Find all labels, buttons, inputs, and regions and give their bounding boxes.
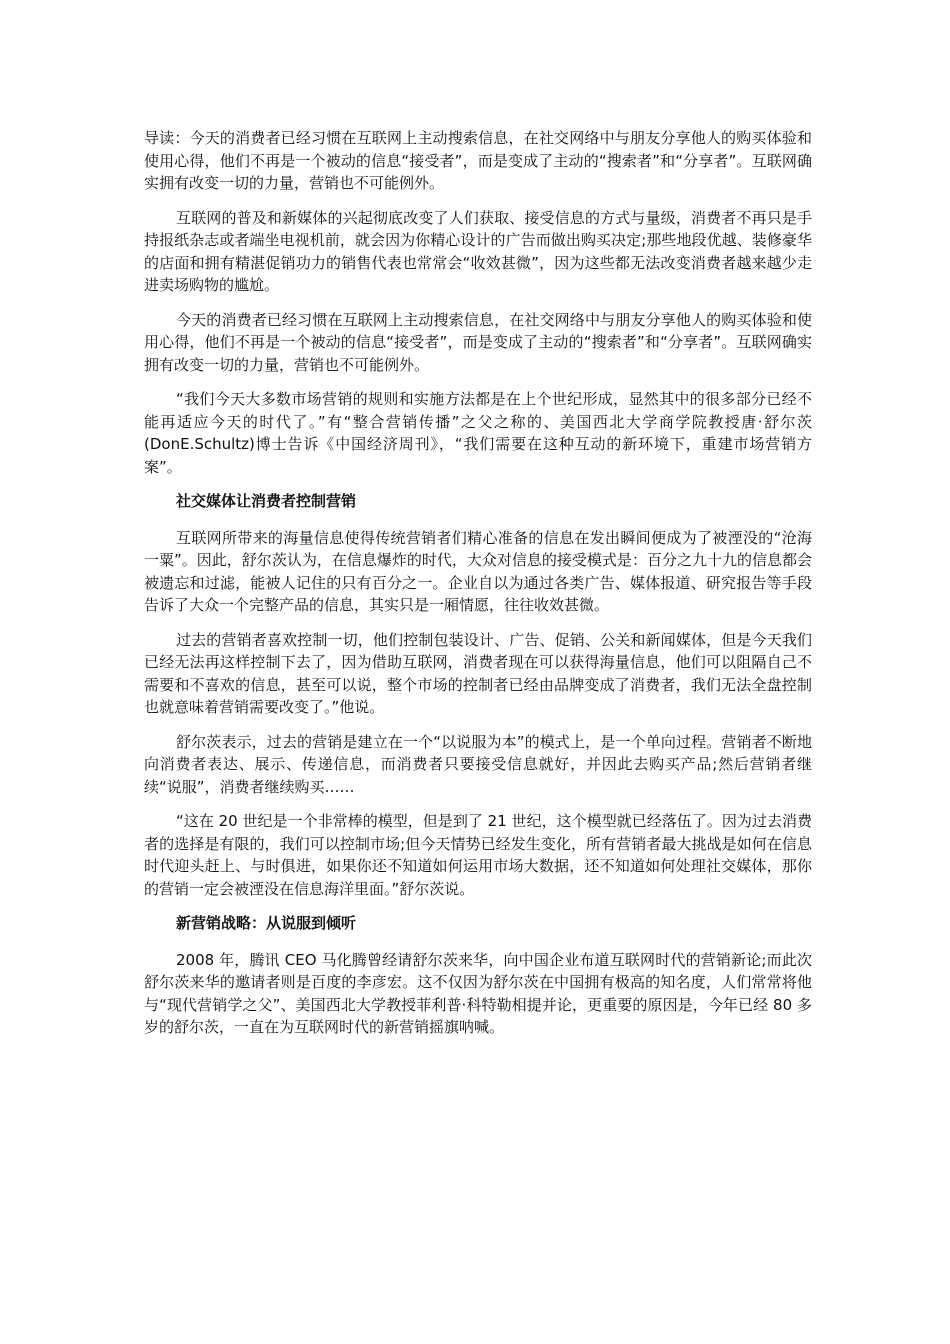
lead-paragraph: 导读：今天的消费者已经习惯在互联网上主动搜索信息，在社交网络中与朋友分享他人的购买体验和使用心得，他们不再是一个被动的信息“接受者”，而是变成了主动的“搜索者”和“分享者”。互联网确实拥有改变一切的力量，营销也不可能例外。 [144, 129, 812, 192]
body-paragraph-1: 互联网的普及和新媒体的兴起彻底改变了人们获取、接受信息的方式与量级，消费者不再只是手持报纸杂志或者端坐电视机前，就会因为你精心设计的广告而做出购买决定;那些地段优越、装修豪华的店面和拥有精湛促销功力的销售代表也常常会“收效甚微”，因为这些都无法改变消费者越来越少走进卖场购物的尴尬。 [144, 208, 812, 294]
body-paragraph-7: “这在 20 世纪是一个非常棒的模型，但是到了 21 世纪，这个模型就已经落伍了。因为过去消费者的选择是有限的，我们可以控制市场;但今天情势已经发生变化，所有营销者最大挑战是如何在信息时代迎头赶上、与时俱进，如果你还不知道如何运用市场大数据，还不知道如何处理社交媒体，那你的营销一定会被湮没在信息海洋里面。”舒尔茨说。 [144, 812, 812, 898]
section-heading-social-media: 社交媒体让消费者控制营销 [176, 492, 357, 510]
body-paragraph-3: “我们今天大多数市场营销的规则和实施方法都是在上个世纪形成，显然其中的很多部分已经不能再适应今天的时代了。”有“整合营销传播”之父之称的、美国西北大学商学院教授唐·舒尔茨(DonE.Schultz)博士告诉《中国经济周刊》，“我们需要在这种互动的新环境下，重建市场营销方案”。 [144, 390, 812, 476]
body-paragraph-8: 2008 年，腾讯 CEO 马化腾曾经请舒尔茨来华，向中国企业布道互联网时代的营销新论;而此次舒尔茨来华的邀请者则是百度的李彦宏。这不仅因为舒尔茨在中国拥有极高的知名度，人们常常将他与“现代营销学之父”、美国西北大学教授菲利普·科特勒相提并论，更重要的原因是，今年已经 80 多岁的舒尔茨，一直在为互联网时代的新营销摇旗呐喊。 [144, 950, 812, 1036]
body-paragraph-6: 舒尔茨表示，过去的营销是建立在一个“以说服为本”的模式上，是一个单向过程。营销者不断地向消费者表达、展示、传递信息，而消费者只要接受信息就好，并因此去购买产品;然后营销者继续“说服”，消费者继续购买…… [144, 732, 812, 796]
body-paragraph-5: 过去的营销者喜欢控制一切，他们控制包装设计、广告、促销、公关和新闻媒体，但是今天我们已经无法再这样控制下去了，因为借助互联网，消费者现在可以获得海量信息，他们可以阻隔自己不需要和不喜欢的信息，甚至可以说，整个市场的控制者已经由品牌变成了消费者，我们无法全盘控制也就意味着营销需要改变了。”他说。 [144, 630, 812, 716]
document-page [144, 127, 812, 1051]
body-paragraph-4: 互联网所带来的海量信息使得传统营销者们精心准备的信息在发出瞬间便成为了被湮没的“沧海一粟”。因此，舒尔茨认为，在信息爆炸的时代，大众对信息的接受模式是：百分之九十九的信息都会被遗忘和过滤，能被人记住的只有百分之一。企业自以为通过各类广告、媒体报道、研究报告等手段告诉了大众一个完整产品的信息，其实只是一厢情愿，往往收效甚微。 [144, 528, 812, 614]
body-paragraph-2: 今天的消费者已经习惯在互联网上主动搜索信息，在社交网络中与朋友分享他人的购买体验和使用心得，他们不再是一个被动的信息“接受者”，而是变成了主动的“搜索者”和“分享者”。互联网确实拥有改变一切的力量，营销也不可能例外。 [144, 310, 812, 374]
section-heading-new-strategy: 新营销战略：从说服到倾听 [176, 914, 357, 932]
